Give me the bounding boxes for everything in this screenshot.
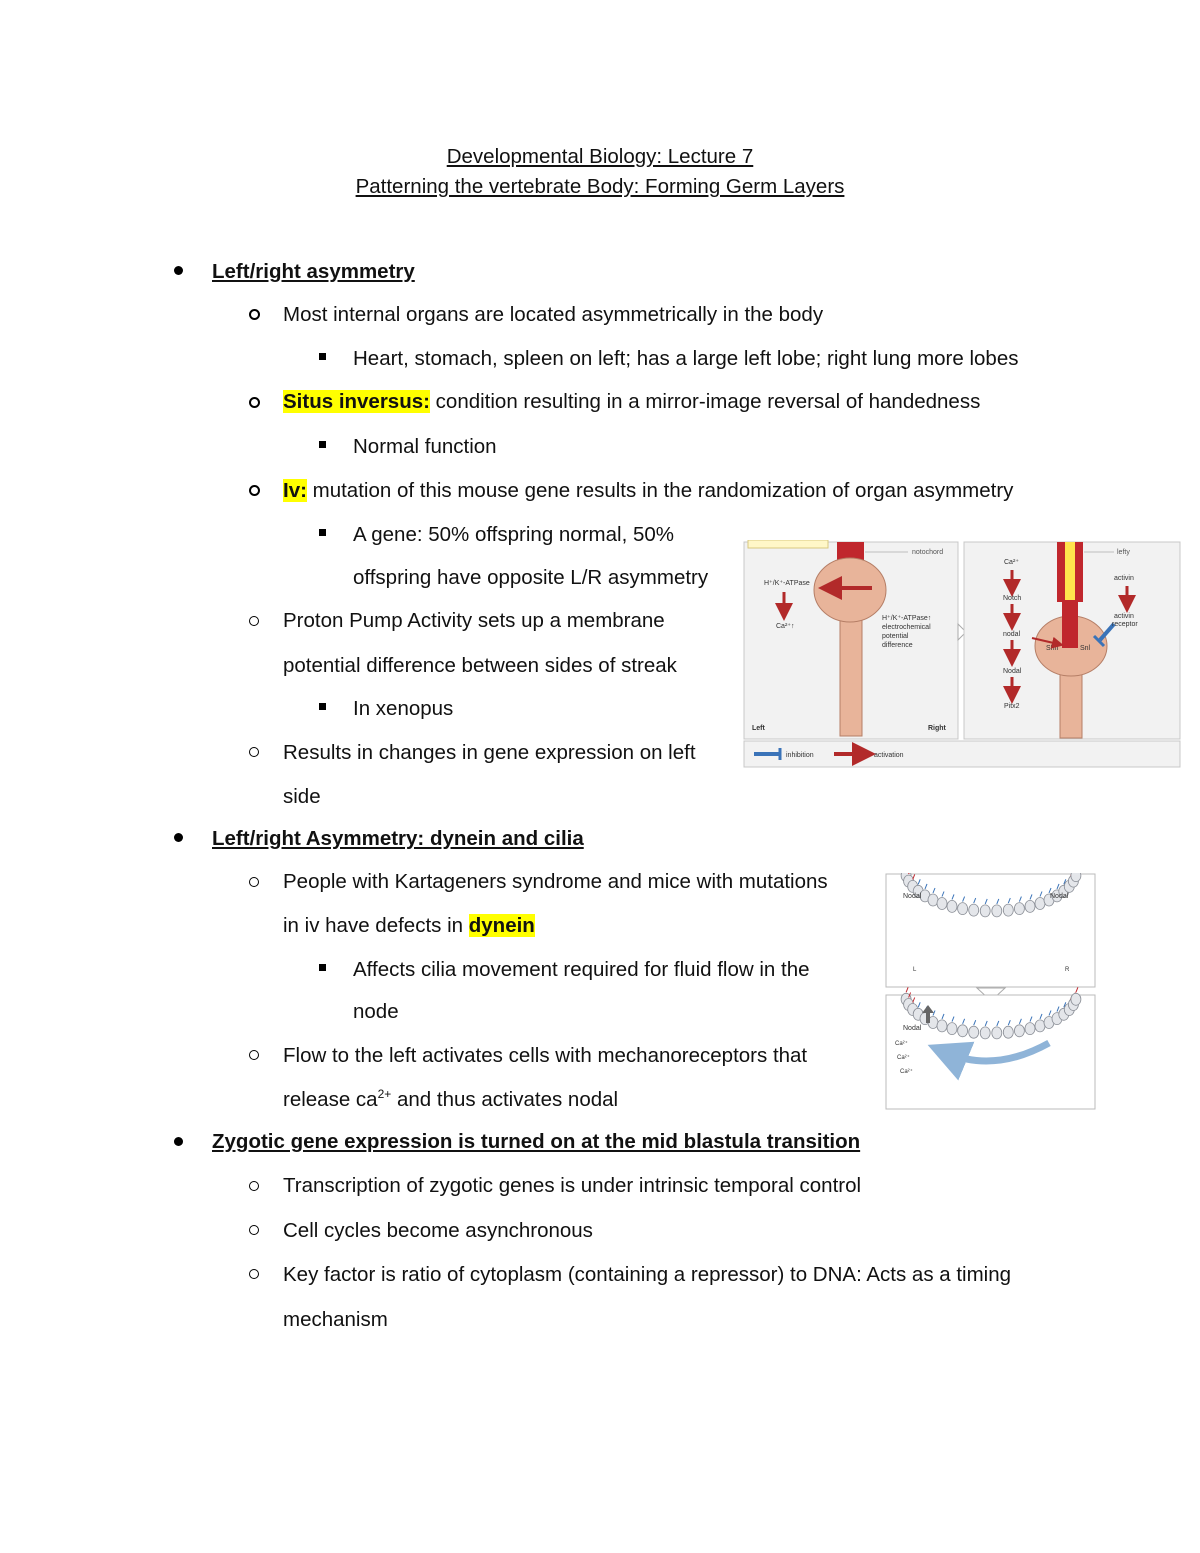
zygotic-point-3-line2: mechanism: [283, 1308, 388, 1331]
label-nodal-lower: nodal: [1003, 631, 1021, 638]
label-notch: Notch: [1003, 595, 1022, 602]
cell: [937, 1020, 947, 1032]
legend-inhibition-label: inhibition: [786, 752, 814, 759]
cell: [947, 1023, 957, 1035]
dynein-point-2-line2: [283, 1088, 618, 1112]
cell: [1071, 993, 1081, 1005]
label-nodal-left: Nodal: [903, 893, 922, 900]
label-ca-c: Ca²⁺: [900, 1069, 913, 1075]
cell: [969, 904, 979, 916]
label-r: R: [1065, 967, 1070, 973]
label-lefty: lefty: [1117, 549, 1130, 556]
cell: [958, 1025, 968, 1037]
cell: [1014, 1025, 1024, 1037]
cell: [992, 905, 1002, 917]
bullet-circle: [249, 485, 260, 496]
dynein-point-1-line1: People with Kartageners syndrome and mice with mutations: [283, 870, 828, 893]
page-subtitle: Patterning the vertebrate Body: Forming Germ Layers: [355, 175, 845, 198]
section-heading-lr: Left/right asymmetry: [212, 260, 415, 283]
label-ca: Ca²⁺↑: [776, 623, 795, 630]
nodal-flow-figure: [885, 873, 1097, 1111]
cilium: [906, 987, 908, 992]
label-pitx2: Pitx2: [1004, 703, 1020, 710]
label-atpase-2: H⁺/K⁺-ATPase↑: [882, 615, 932, 622]
zygotic-point-3-line1: Key factor is ratio of cytoplasm (containing a repressor) to DNA: Acts as a timing: [283, 1263, 1012, 1286]
label-electrochemical: electrochemical: [882, 624, 931, 631]
lr-point-1a: Heart, stomach, spleen on left; has a large left lobe; right lung more lobes: [353, 347, 1019, 370]
dynein-point-1a-line2: node: [353, 1000, 399, 1023]
label-nodal-bottom: Nodal: [903, 1025, 922, 1032]
legend-activation-label: activation: [874, 752, 904, 759]
label-l: L: [913, 967, 917, 973]
cell: [969, 1026, 979, 1038]
lr-point-3a-line2: offspring have opposite L/R asymmetry: [353, 566, 709, 589]
label-atpase: H⁺/K⁺-ATPase: [764, 580, 810, 587]
superscript-2plus: 2+: [377, 1087, 392, 1102]
lr-point-5-line1: Results in changes in gene expression on left: [283, 741, 696, 764]
dynein-point-2-line1: Flow to the left activates cells with mechanoreceptors that: [283, 1044, 808, 1067]
dynein-point-1-text: in iv have defects in: [283, 914, 469, 937]
lr-point-3a-line1: A gene: 50% offspring normal, 50%: [353, 523, 674, 546]
section-heading-zygotic: Zygotic gene expression is turned on at the mid blastula transition: [212, 1130, 861, 1153]
bullet-square: [319, 353, 326, 360]
cell: [1025, 1023, 1035, 1035]
dynein-point-2-text-b: and thus activates nodal: [391, 1088, 619, 1111]
bullet-dot: [174, 833, 183, 842]
cell: [1014, 903, 1024, 915]
cell: [958, 903, 968, 915]
bullet-square: [319, 703, 326, 710]
notochord-center: [1062, 600, 1078, 648]
label-potential: potential: [882, 633, 909, 640]
bullet-circle: [249, 309, 260, 320]
label-nodal-upper: Nodal: [1003, 668, 1022, 675]
bullet-circle: [249, 1225, 259, 1235]
label-activin: activin: [1114, 575, 1134, 582]
dynein-point-1-line2: [283, 914, 535, 938]
lefty-stripe: [1065, 542, 1075, 606]
label-ca2: Ca²⁺: [1004, 559, 1019, 566]
highlight-dynein: dynein: [468, 914, 535, 937]
cell: [1035, 1020, 1045, 1032]
label-ca-b: Ca²⁺: [897, 1055, 910, 1061]
label-shh: Shh: [1046, 645, 1059, 652]
dynein-point-2-text-a: release ca: [283, 1088, 378, 1111]
label-right: Right: [928, 725, 946, 732]
bullet-dot: [174, 266, 183, 275]
zygotic-point-1: Transcription of zygotic genes is under intrinsic temporal control: [283, 1174, 862, 1197]
lr-point-2-text: condition resulting in a mirror-image reversal of handedness: [429, 390, 981, 413]
bullet-circle: [249, 877, 259, 887]
label-notochord: notochord: [912, 549, 944, 556]
lr-point-4a: In xenopus: [353, 697, 454, 720]
cell: [1035, 898, 1045, 910]
lr-point-1: Most internal organs are located asymmetrically in the body: [283, 303, 824, 326]
section-heading-dynein: Left/right Asymmetry: dynein and cilia: [212, 827, 584, 850]
cell: [928, 894, 938, 906]
lr-point-4-line2: potential difference between sides of streak: [283, 654, 677, 677]
label-ca-a: Ca²⁺: [895, 1041, 908, 1047]
proton-pump-figure: [742, 540, 1182, 770]
cell: [980, 1027, 990, 1039]
zygotic-point-2: Cell cycles become asynchronous: [283, 1219, 593, 1242]
bullet-circle: [249, 616, 259, 626]
lr-point-3-text: mutation of this mouse gene results in the randomization of organ asymmetry: [306, 479, 1014, 502]
bullet-circle: [249, 747, 259, 757]
cell: [937, 898, 947, 910]
bullet-circle: [249, 397, 260, 408]
bullet-square: [319, 441, 326, 448]
lr-point-5-line2: side: [283, 785, 321, 808]
lr-point-4-line1: Proton Pump Activity sets up a membrane: [283, 609, 665, 632]
cilium: [1076, 987, 1078, 992]
bullet-circle: [249, 1050, 259, 1060]
cell: [980, 905, 990, 917]
cell: [1025, 900, 1035, 912]
highlight-situs-inversus: Situs inversus:: [283, 390, 430, 413]
bullet-square: [319, 529, 326, 536]
bullet-dot: [174, 1137, 183, 1146]
cell: [1003, 904, 1013, 916]
dynein-point-1a-line1: Affects cilia movement required for fluid flow in the: [353, 958, 810, 981]
label-difference: difference: [882, 642, 913, 649]
highlight-iv: Iv:: [283, 479, 307, 502]
label-nodal-right: Nodal: [1050, 893, 1069, 900]
cell: [992, 1027, 1002, 1039]
cell: [947, 900, 957, 912]
bullet-circle: [249, 1181, 259, 1191]
yellow-tab: [748, 540, 828, 548]
lr-point-2a: Normal function: [353, 435, 497, 458]
bullet-square: [319, 964, 326, 971]
bullet-circle: [249, 1269, 259, 1279]
label-activin-receptor-1: activin: [1114, 613, 1134, 620]
lr-point-2: [283, 390, 980, 414]
label-snl: Snl: [1080, 645, 1091, 652]
cell: [1003, 1026, 1013, 1038]
label-activin-receptor-2: receptor: [1112, 621, 1138, 628]
label-left: Left: [752, 725, 765, 732]
cell: [1071, 873, 1081, 882]
page-title: Developmental Biology: Lecture 7: [446, 145, 754, 168]
lr-point-3: [283, 479, 1013, 503]
